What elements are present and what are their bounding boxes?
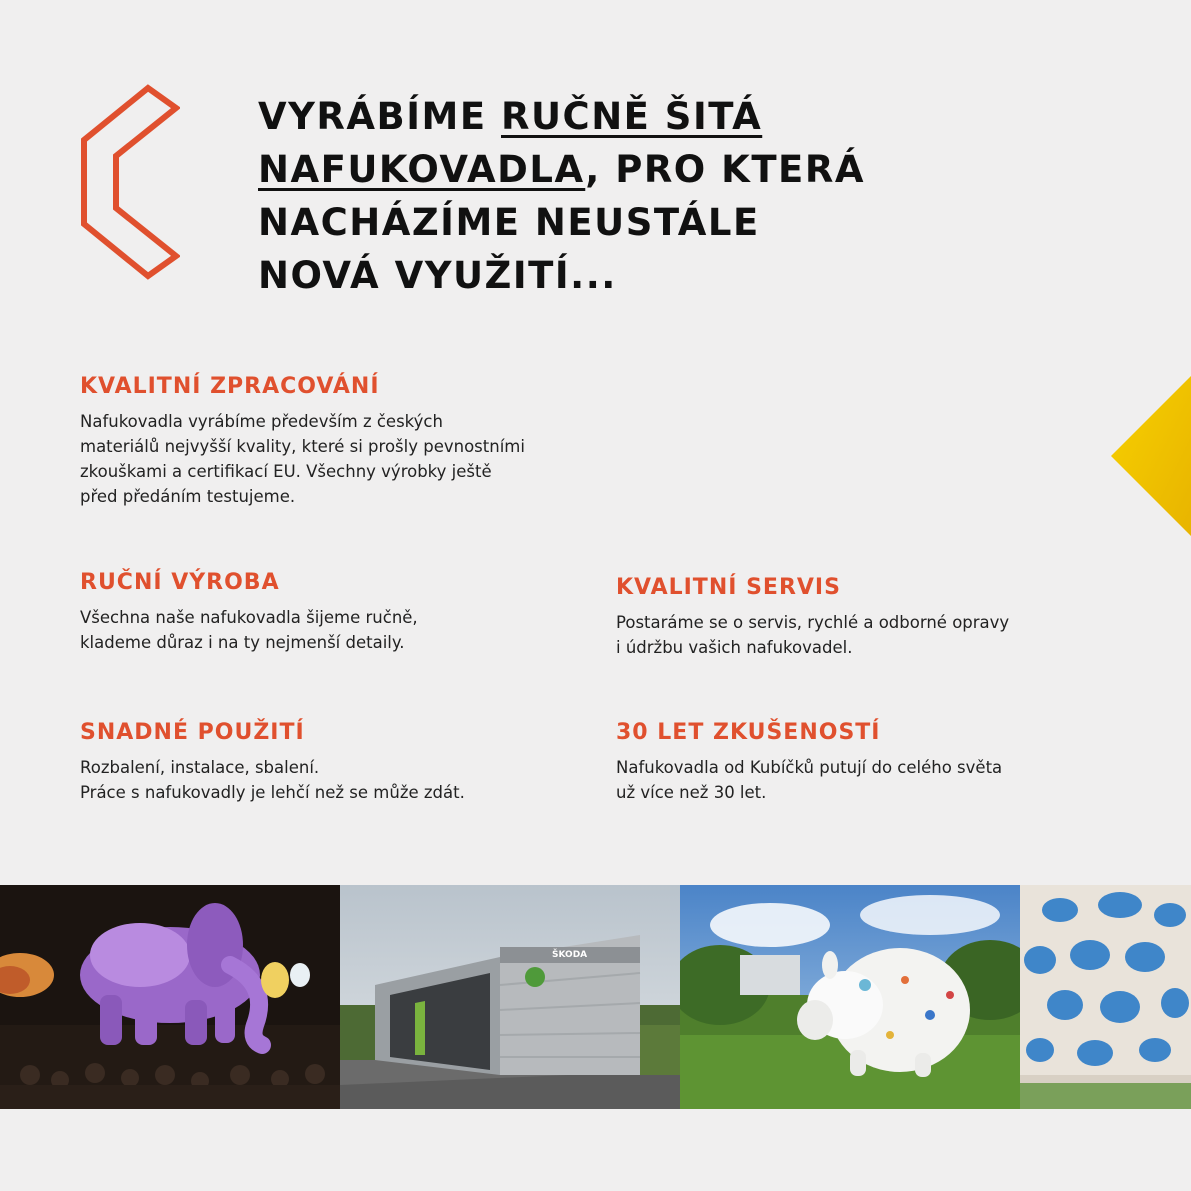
photo-inflatable-elephant: [0, 885, 340, 1109]
feature-line: Rozbalení, instalace, sbalení.: [80, 758, 320, 777]
feature-title: 30 LET ZKUŠENOSTÍ: [616, 720, 881, 745]
feature-line: už více než 30 let.: [616, 783, 767, 802]
headline-part2: , PRO KTERÁ: [585, 148, 865, 191]
feature-line: Nafukovadla vyrábíme především z českých: [80, 412, 443, 431]
feature-text: [616, 755, 1116, 805]
feature-line: Nafukovadla od Kubíčků putují do celého světa: [616, 758, 1003, 777]
feature-title: RUČNÍ VÝROBA: [80, 570, 280, 595]
brand-logo: [78, 84, 180, 280]
headline-part1: VYRÁBÍME: [258, 95, 501, 138]
photo-skoda-pavilion: [340, 885, 680, 1109]
feature-line: před předáním testujeme.: [80, 487, 296, 506]
headline-line3: NACHÁZÍME NEUSTÁLE: [258, 201, 760, 244]
feature-title: SNADNÉ POUŽITÍ: [80, 720, 305, 745]
feature-line: materiálů nejvyšší kvality, které si prošly pevnostními: [80, 437, 525, 456]
photo-inflatable-pig: [680, 885, 1020, 1109]
headline-underlined-2: NAFUKOVADLA: [258, 148, 586, 191]
photo-strip: [0, 885, 1191, 1109]
feature-text: [80, 755, 580, 805]
feature-title: KVALITNÍ SERVIS: [616, 575, 841, 600]
headline-underlined-1: RUČNĚ ŠITÁ: [501, 95, 763, 138]
headline-line4: NOVÁ VYUŽITÍ...: [258, 254, 617, 297]
feature-service: [616, 575, 1116, 660]
feature-experience: [616, 720, 1116, 805]
feature-line: Postaráme se o servis, rychlé a odborné opravy: [616, 613, 1010, 632]
feature-text: [616, 610, 1116, 660]
feature-line: Všechna naše nafukovadla šijeme ručně,: [80, 608, 418, 627]
headline: [258, 90, 978, 302]
feature-line: Práce s nafukovadly je lehčí než se může zdát.: [80, 783, 465, 802]
feature-line: klademe důraz i na ty nejmenší detaily.: [80, 633, 405, 652]
feature-line: i údržbu vašich nafukovadel.: [616, 638, 853, 657]
feature-quality: [80, 374, 600, 509]
feature-text: [80, 605, 560, 655]
yellow-corner-shape: [1111, 376, 1191, 536]
feature-text: [80, 409, 600, 509]
skoda-sign-text: ŠKODA: [552, 950, 588, 960]
photo-inflatable-bubbles: [1020, 885, 1191, 1109]
feature-handmade: [80, 570, 560, 655]
feature-easy-use: [80, 720, 580, 805]
feature-line: zkouškami a certifikací EU. Všechny výrobky ještě: [80, 462, 492, 481]
feature-title: KVALITNÍ ZPRACOVÁNÍ: [80, 374, 380, 399]
